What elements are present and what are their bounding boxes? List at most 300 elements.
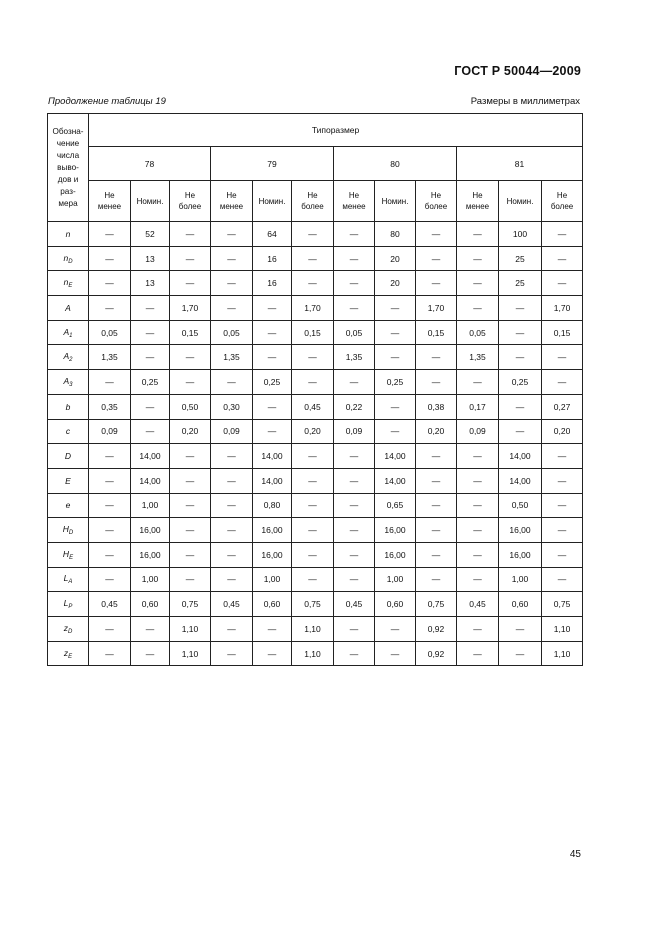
table-cell: — [375, 320, 416, 345]
table-cell: 25 [499, 271, 542, 296]
parameter-symbol [48, 468, 89, 493]
designation-header-cell [48, 114, 89, 222]
table-cell: — [416, 345, 457, 370]
table-cell: 1,70 [416, 296, 457, 321]
table-cell: 0,09 [334, 419, 375, 444]
table-cell: — [131, 641, 170, 666]
table-row [48, 320, 583, 345]
table-cell: — [89, 493, 131, 518]
table-cell: 0,75 [416, 592, 457, 617]
table-cell: — [542, 493, 583, 518]
table-cell: 16,00 [253, 518, 292, 543]
table-cell: — [131, 394, 170, 419]
size-header-80: 80 [334, 147, 457, 181]
parameter-symbol [48, 641, 89, 666]
table-cell: — [334, 617, 375, 642]
table-cell: 1,70 [170, 296, 211, 321]
table-cell: 16,00 [499, 542, 542, 567]
sub-header-line: менее [97, 202, 122, 211]
table-cell: — [89, 542, 131, 567]
symbol-letter: A [63, 375, 70, 386]
table-cell: — [292, 345, 334, 370]
table-cell: — [334, 641, 375, 666]
table-cell: 13 [131, 246, 170, 271]
table-cell: — [170, 493, 211, 518]
nominal-header [499, 181, 542, 222]
table-cell: 0,45 [211, 592, 253, 617]
table-cell: — [416, 444, 457, 469]
sub-header-line: Не [307, 191, 318, 200]
table-cell: — [416, 493, 457, 518]
table-row [48, 617, 583, 642]
table-cell: — [499, 394, 542, 419]
table-row [48, 246, 583, 271]
table-cell: 0,09 [89, 419, 131, 444]
table-cell: — [416, 271, 457, 296]
symbol-subscript: E [69, 554, 74, 561]
min-header [457, 181, 499, 222]
table-cell: — [211, 222, 253, 247]
table-cell: 0,75 [292, 592, 334, 617]
parameter-symbol [48, 493, 89, 518]
table-cell: — [416, 468, 457, 493]
table-cell: — [211, 542, 253, 567]
table-cell: 0,45 [457, 592, 499, 617]
table-cell: — [253, 641, 292, 666]
symbol-subscript: D [68, 258, 73, 265]
sub-header-line: Не [472, 191, 483, 200]
table-cell: — [499, 419, 542, 444]
table-cell: — [457, 370, 499, 395]
dimensions-table [47, 113, 583, 666]
table-cell: — [89, 222, 131, 247]
table-cell: — [170, 518, 211, 543]
table-cell: — [457, 222, 499, 247]
table-cell: — [457, 493, 499, 518]
table-cell: — [542, 444, 583, 469]
table-cell: — [292, 567, 334, 592]
table-cell: 0,09 [211, 419, 253, 444]
table-cell: 16,00 [375, 542, 416, 567]
table-cell: 16,00 [253, 542, 292, 567]
table-cell: 0,60 [131, 592, 170, 617]
sub-header-line: менее [465, 202, 490, 211]
sub-header-line: более [301, 202, 324, 211]
parameter-symbol [48, 444, 89, 469]
sub-header-line: Не [430, 191, 442, 200]
table-cell: 14,00 [253, 444, 292, 469]
sub-header-line: Не [348, 191, 360, 200]
table-cell: — [89, 518, 131, 543]
table-cell: 0,50 [499, 493, 542, 518]
table-cell: 1,10 [542, 641, 583, 666]
parameter-symbol [48, 567, 89, 592]
parameter-symbol [48, 222, 89, 247]
table-cell: — [170, 567, 211, 592]
parameter-symbol [48, 345, 89, 370]
parameter-symbol [48, 542, 89, 567]
table-cell: — [499, 617, 542, 642]
parameter-symbol [48, 617, 89, 642]
table-row [48, 296, 583, 321]
table-cell: 1,70 [542, 296, 583, 321]
table-cell: 0,15 [542, 320, 583, 345]
table-cell: — [542, 222, 583, 247]
table-cell: — [211, 493, 253, 518]
table-cell: 1,10 [170, 617, 211, 642]
table-cell: 16,00 [131, 542, 170, 567]
table-cell: — [253, 320, 292, 345]
table-cell: — [334, 468, 375, 493]
table-cell: 52 [131, 222, 170, 247]
table-cell: — [416, 222, 457, 247]
table-cell: — [89, 296, 131, 321]
table-cell: — [542, 246, 583, 271]
table-cell: — [375, 345, 416, 370]
table-cell: 13 [131, 271, 170, 296]
designation-header-line: выво- [57, 162, 79, 172]
table-cell: — [542, 542, 583, 567]
table-cell: — [416, 246, 457, 271]
table-row [48, 222, 583, 247]
table-cell: — [457, 518, 499, 543]
table-cell: 14,00 [375, 444, 416, 469]
parameter-symbol [48, 370, 89, 395]
table-cell: — [292, 542, 334, 567]
table-cell: — [375, 617, 416, 642]
table-cell: 0,27 [542, 394, 583, 419]
designation-header-line: Обозна- [52, 126, 84, 136]
parameter-symbol [48, 518, 89, 543]
table-cell: — [542, 567, 583, 592]
table-cell: — [334, 518, 375, 543]
table-cell: 1,10 [292, 641, 334, 666]
table-cell: 14,00 [375, 468, 416, 493]
table-cell: — [170, 370, 211, 395]
symbol-subscript: P [68, 604, 73, 611]
table-cell: — [416, 542, 457, 567]
table-cell: — [499, 296, 542, 321]
table-cell: — [292, 493, 334, 518]
table-row [48, 641, 583, 666]
symbol-letter: n [65, 228, 71, 239]
sub-header-line: Не [556, 191, 568, 200]
table-cell: 1,00 [131, 567, 170, 592]
table-cell: 100 [499, 222, 542, 247]
table-cell: — [89, 468, 131, 493]
table-cell: 1,35 [334, 345, 375, 370]
table-cell: — [457, 617, 499, 642]
table-cell: — [131, 617, 170, 642]
min-header [89, 181, 131, 222]
table-cell: 16,00 [131, 518, 170, 543]
size-header-81: 81 [457, 147, 583, 181]
table-cell: — [211, 246, 253, 271]
table-cell: 0,35 [89, 394, 131, 419]
designation-header-line: чение [56, 138, 80, 148]
table-cell: — [375, 296, 416, 321]
max-header [292, 181, 334, 222]
table-cell: — [375, 394, 416, 419]
designation-header-line: числа [56, 150, 80, 160]
table-cell: — [211, 518, 253, 543]
table-cell: — [170, 222, 211, 247]
table-cell: — [292, 271, 334, 296]
designation-header-line: дов и [57, 174, 79, 184]
table-cell: 1,70 [292, 296, 334, 321]
symbol-letter: H [62, 524, 69, 535]
nominal-header [253, 181, 292, 222]
table-cell: — [542, 518, 583, 543]
parameter-symbol [48, 394, 89, 419]
table-cell: — [89, 617, 131, 642]
table-cell: 16 [253, 271, 292, 296]
table-cell: — [375, 419, 416, 444]
table-cell: 20 [375, 271, 416, 296]
table-cell: — [542, 370, 583, 395]
symbol-subscript: E [68, 283, 73, 290]
sub-header-line: более [178, 202, 202, 211]
sub-header-line: менее [219, 202, 244, 211]
table-cell: — [131, 345, 170, 370]
table-cell: — [292, 222, 334, 247]
table-cell: 0,75 [542, 592, 583, 617]
table-cell: 16,00 [499, 518, 542, 543]
table-cell: 16 [253, 246, 292, 271]
table-cell: — [334, 271, 375, 296]
table-cell: 0,50 [170, 394, 211, 419]
table-cell: 0,25 [253, 370, 292, 395]
table-cell: 0,25 [131, 370, 170, 395]
table-cell: 0,15 [292, 320, 334, 345]
table-cell: 1,10 [292, 617, 334, 642]
table-cell: 1,35 [89, 345, 131, 370]
table-cell: — [131, 320, 170, 345]
table-cell: — [457, 246, 499, 271]
table-cell: — [89, 641, 131, 666]
table-cell: 0,45 [334, 592, 375, 617]
table-cell: — [416, 370, 457, 395]
designation-header-line: раз- [60, 186, 76, 196]
table-cell: — [170, 271, 211, 296]
table-cell: 14,00 [131, 444, 170, 469]
table-cell: — [131, 296, 170, 321]
symbol-letter: L [63, 573, 69, 584]
parameter-symbol [48, 592, 89, 617]
table-cell: 0,60 [253, 592, 292, 617]
table-row [48, 592, 583, 617]
table-cell: 14,00 [131, 468, 170, 493]
table-cell: 0,60 [499, 592, 542, 617]
symbol-letter: b [65, 401, 71, 412]
table-cell: — [416, 567, 457, 592]
table-cell: — [89, 567, 131, 592]
table-row [48, 370, 583, 395]
table-cell: — [253, 419, 292, 444]
table-row [48, 468, 583, 493]
symbol-letter: z [63, 647, 69, 658]
sub-header-line: Номин. [136, 196, 164, 206]
table-cell: — [292, 468, 334, 493]
table-cell: — [334, 567, 375, 592]
table-cell: 64 [253, 222, 292, 247]
sub-header-line: Не [226, 191, 237, 200]
table-cell: 0,30 [211, 394, 253, 419]
table-cell: 1,00 [375, 567, 416, 592]
table-cell: 0,09 [457, 419, 499, 444]
table-cell: — [211, 444, 253, 469]
document-code: ГОСТ Р 50044—2009 [454, 64, 581, 78]
size-header-79: 79 [211, 147, 334, 181]
symbol-subscript: 3 [69, 381, 73, 388]
table-cell: — [457, 567, 499, 592]
symbol-subscript: D [67, 628, 73, 635]
table-cell: — [211, 271, 253, 296]
parameter-symbol [48, 246, 89, 271]
table-cell: — [457, 271, 499, 296]
table-row [48, 518, 583, 543]
min-header [334, 181, 375, 222]
type-size-header: Типоразмер [89, 114, 583, 147]
table-cell: 1,35 [457, 345, 499, 370]
sub-header-line: более [550, 202, 574, 211]
table-cell: — [89, 246, 131, 271]
table-cell: — [253, 617, 292, 642]
symbol-letter: A [63, 326, 70, 337]
sub-header-line: менее [342, 202, 366, 211]
table-cell: 14,00 [499, 444, 542, 469]
table-cell: 1,00 [253, 567, 292, 592]
table-cell: 0,15 [170, 320, 211, 345]
table-cell: 0,05 [89, 320, 131, 345]
symbol-letter: c [65, 426, 71, 437]
table-cell: — [89, 444, 131, 469]
symbol-letter: D [64, 451, 72, 462]
table-cell: 0,65 [375, 493, 416, 518]
symbol-letter: E [65, 475, 71, 486]
table-cell: 20 [375, 246, 416, 271]
table-cell: — [253, 394, 292, 419]
table-cell: — [499, 345, 542, 370]
size-header-78: 78 [89, 147, 211, 181]
table-cell: 0,45 [89, 592, 131, 617]
table-cell: 1,10 [170, 641, 211, 666]
table-cell: 14,00 [253, 468, 292, 493]
min-header [211, 181, 253, 222]
table-cell: — [211, 567, 253, 592]
table-cell: — [253, 345, 292, 370]
table-cell: — [131, 419, 170, 444]
nominal-header [375, 181, 416, 222]
sub-header-line: Не [184, 191, 196, 200]
table-cell: — [334, 246, 375, 271]
table-cell: 0,20 [416, 419, 457, 444]
table-cell: 0,22 [334, 394, 375, 419]
table-cell: — [170, 246, 211, 271]
table-cell: — [211, 617, 253, 642]
table-cell: — [334, 493, 375, 518]
table-cell: — [170, 468, 211, 493]
parameter-symbol [48, 419, 89, 444]
table-cell: — [292, 518, 334, 543]
symbol-letter: H [62, 548, 70, 559]
symbol-subscript: 2 [69, 357, 73, 364]
table-cell: — [292, 444, 334, 469]
table-cell: 16,00 [375, 518, 416, 543]
table-cell: — [499, 641, 542, 666]
table-row [48, 542, 583, 567]
table-cell: — [499, 320, 542, 345]
table-cell: 0,17 [457, 394, 499, 419]
parameter-symbol [48, 271, 89, 296]
table-cell: — [89, 370, 131, 395]
symbol-letter: n [63, 252, 69, 263]
table-cell: 0,80 [253, 493, 292, 518]
table-row [48, 444, 583, 469]
table-cell: — [334, 542, 375, 567]
table-cell: — [457, 542, 499, 567]
table-cell: — [211, 370, 253, 395]
sub-header-line: более [424, 202, 448, 211]
table-cell: — [334, 370, 375, 395]
sub-header-line: Номин. [258, 196, 286, 206]
designation-header-line: мера [58, 198, 78, 208]
table-continuation-caption: Продолжение таблицы 19 [48, 96, 166, 107]
table-cell: 0,25 [499, 370, 542, 395]
table-row [48, 271, 583, 296]
table-cell: — [457, 296, 499, 321]
table-cell: 0,20 [170, 419, 211, 444]
table-cell: — [334, 444, 375, 469]
parameter-symbol [48, 296, 89, 321]
table-cell: — [542, 345, 583, 370]
table-cell: — [211, 641, 253, 666]
table-cell: — [416, 518, 457, 543]
table-cell: 25 [499, 246, 542, 271]
table-cell: 0,20 [542, 419, 583, 444]
table-cell: 0,92 [416, 617, 457, 642]
parameter-symbol [48, 320, 89, 345]
sub-header-line: Номин. [506, 196, 534, 206]
symbol-letter: A [63, 351, 70, 362]
table-cell: 0,25 [375, 370, 416, 395]
table-cell: 0,75 [170, 592, 211, 617]
table-row [48, 567, 583, 592]
symbol-letter: n [63, 277, 69, 288]
table-cell: 0,60 [375, 592, 416, 617]
table-cell: 0,05 [211, 320, 253, 345]
symbol-letter: z [63, 622, 68, 633]
symbol-subscript: A [68, 579, 73, 586]
table-cell: — [542, 271, 583, 296]
table-cell: — [457, 444, 499, 469]
table-cell: 0,15 [416, 320, 457, 345]
symbol-letter: L [63, 598, 69, 609]
table-cell: — [375, 641, 416, 666]
table-cell: — [170, 345, 211, 370]
table-row [48, 419, 583, 444]
table-cell: — [457, 468, 499, 493]
symbol-subscript: E [68, 653, 73, 660]
table-cell: 1,35 [211, 345, 253, 370]
table-cell: — [542, 468, 583, 493]
max-header [416, 181, 457, 222]
symbol-subscript: D [68, 530, 74, 537]
table-cell: 0,92 [416, 641, 457, 666]
table-cell: — [211, 468, 253, 493]
table-cell: — [457, 641, 499, 666]
table-cell: — [292, 246, 334, 271]
